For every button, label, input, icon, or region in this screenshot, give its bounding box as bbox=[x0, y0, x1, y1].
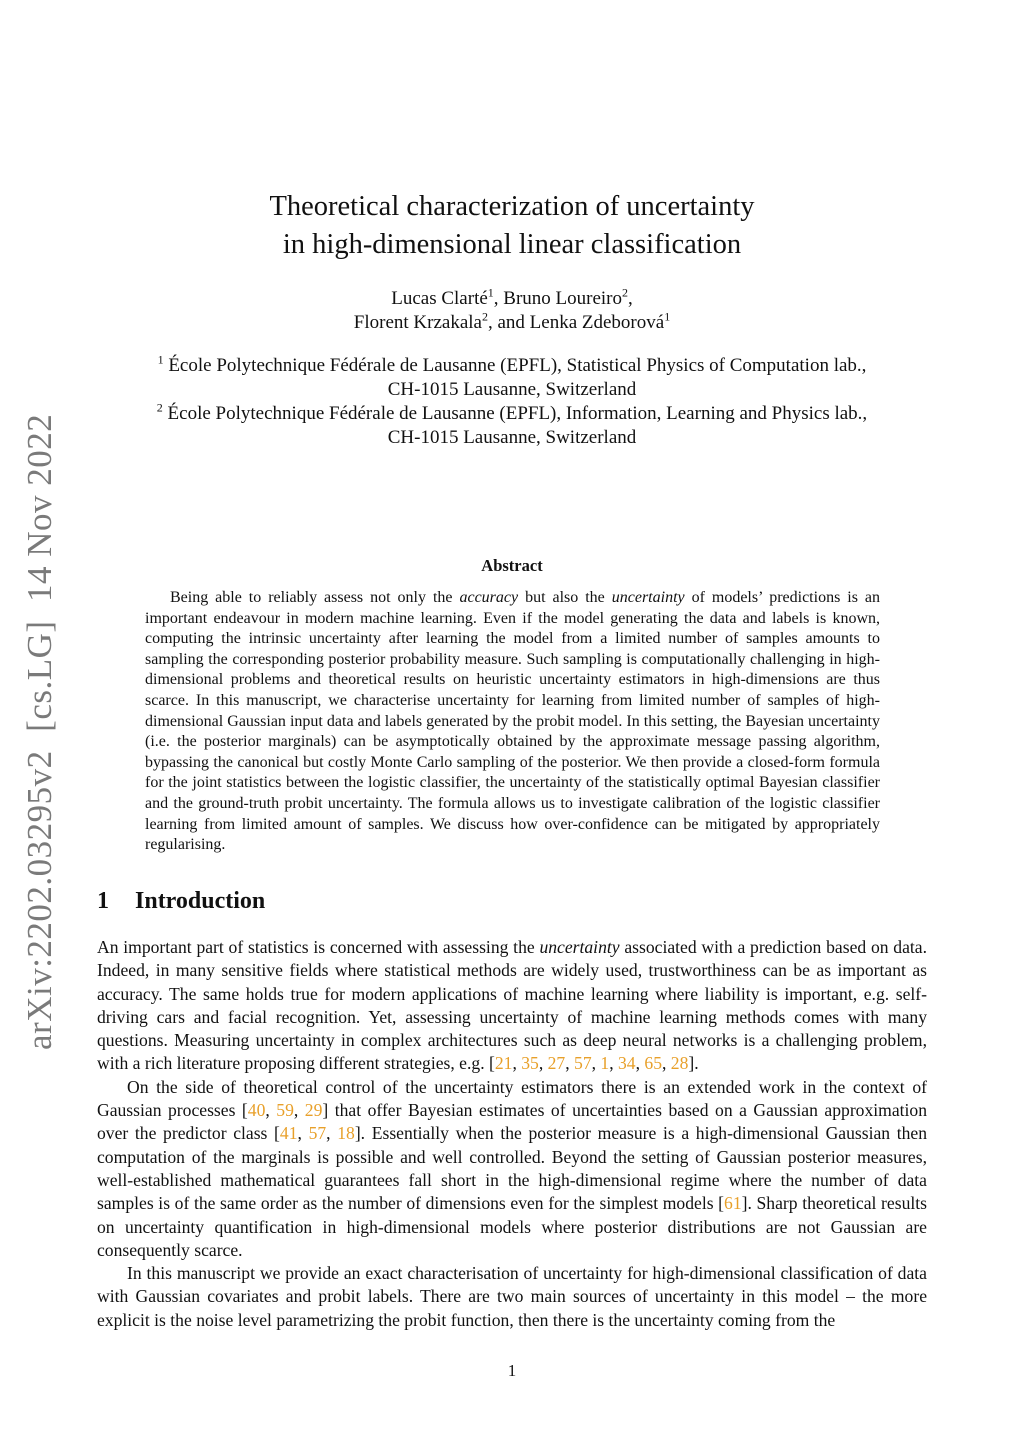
text-run: Being able to reliably assess not only the bbox=[170, 589, 460, 606]
text-run: , bbox=[635, 1053, 645, 1074]
paragraph bbox=[97, 1262, 927, 1332]
affiliation-mark: 2 bbox=[622, 285, 629, 300]
citation-link[interactable]: 34 bbox=[618, 1053, 636, 1074]
section-title: Introduction bbox=[135, 888, 266, 914]
author-name: Lucas Clarté bbox=[391, 288, 488, 309]
citation-link[interactable]: 21 bbox=[494, 1053, 513, 1074]
emphasis: uncertainty bbox=[611, 589, 685, 606]
title-line: Theoretical characterization of uncertainty bbox=[269, 191, 755, 222]
citation-link[interactable]: 57 bbox=[308, 1123, 327, 1144]
text-run: , bbox=[265, 1100, 277, 1121]
affiliation-mark: 1 bbox=[487, 285, 494, 300]
text-run: , bbox=[326, 1123, 338, 1144]
section-heading bbox=[97, 888, 265, 915]
affiliation-mark: 2 bbox=[156, 400, 163, 415]
arxiv-stamp: arXiv:2202.03295v2 [cs.LG] 14 Nov 2022 bbox=[20, 413, 59, 1050]
affiliation-mark: 1 bbox=[157, 352, 164, 367]
author-name: Bruno Loureiro bbox=[503, 288, 623, 309]
text-run: An important part of statistics is concerned with assessing the bbox=[97, 937, 540, 957]
text-run: , bbox=[297, 1123, 309, 1144]
citation-link[interactable]: 40 bbox=[247, 1100, 266, 1121]
affiliation-mark: 2 bbox=[481, 309, 488, 324]
title-line: in high-dimensional linear classification bbox=[282, 229, 742, 260]
text-run: , bbox=[538, 1053, 548, 1074]
citation-link[interactable]: 35 bbox=[521, 1053, 539, 1074]
affiliation-text: CH-1015 Lausanne, Switzerland bbox=[387, 427, 637, 448]
text-run: ] that offer Bayesian estimates of uncertainties based on a Gaussian approximation over the predictor class [ bbox=[97, 1100, 928, 1144]
affiliations bbox=[0, 354, 1024, 450]
text-run: , bbox=[512, 1053, 522, 1074]
author-name: Lenka Zdeborová bbox=[529, 312, 665, 333]
affiliation-text: École Polytechnique Fédérale de Lausanne (EPFL), Statistical Physics of Computation lab., bbox=[168, 355, 867, 376]
section-number: 1 bbox=[97, 888, 109, 914]
citation-link[interactable]: 1 bbox=[600, 1053, 610, 1074]
citation-link[interactable]: 57 bbox=[574, 1053, 592, 1074]
affiliation-text: CH-1015 Lausanne, Switzerland bbox=[387, 379, 637, 400]
citation-link[interactable]: 29 bbox=[304, 1100, 323, 1121]
abstract-heading: Abstract bbox=[481, 556, 543, 575]
text-run: but also the bbox=[518, 589, 612, 606]
text-run: In this manuscript we provide an exact characterisation of uncertainty for high-dimensional classification of data with Gaussian covariates and probit labels. There are two main sources of uncertainty in this model – the more explicit is the noise level parametrizing the probit function, then there is the uncertainty coming from the bbox=[97, 1263, 927, 1330]
body-text bbox=[97, 936, 927, 1332]
abstract-text bbox=[145, 588, 880, 856]
citation-link[interactable]: 65 bbox=[644, 1053, 662, 1074]
affiliation-mark: 1 bbox=[664, 309, 671, 324]
citation-link[interactable]: 18 bbox=[337, 1123, 355, 1144]
text-run: , bbox=[591, 1053, 601, 1074]
paragraph bbox=[97, 1076, 927, 1262]
conjunction: and bbox=[497, 312, 525, 333]
text-run: , bbox=[661, 1053, 671, 1074]
text-run: , bbox=[293, 1100, 305, 1121]
citation-link[interactable]: 61 bbox=[724, 1193, 742, 1214]
paper-title bbox=[0, 188, 1024, 264]
text-run: ]. Essentially when the posterior measure is a high-dimensional Gaussian then computation of the marginals is possible and well controlled. Beyond the setting of Gaussian posterior measures, well-established mathematical guarantees fall short in the high-dimensional regime where the number of data samples is of the same order as the number of dimensions even for the simplest models [ bbox=[97, 1123, 928, 1214]
text-run: , bbox=[609, 1053, 618, 1074]
author-list: Lucas Clarté$^1$, Bruno Loureiro$^2$, Florent Krzakala$^2$, and Lenka Zdeborová$^1$ bbox=[353, 285, 671, 333]
page-number: 1 bbox=[507, 1361, 517, 1380]
text-run: , bbox=[565, 1053, 575, 1074]
citation-link[interactable]: 27 bbox=[547, 1053, 566, 1074]
emphasis: accuracy bbox=[459, 589, 519, 606]
citation-link[interactable]: 41 bbox=[279, 1123, 298, 1144]
affiliation-text: École Polytechnique Fédérale de Lausanne (EPFL), Information, Learning and Physics lab., bbox=[167, 403, 868, 424]
text-run: of models’ predictions is an important endeavour in modern machine learning. Even if the model generating the data and labels is known, computing the intrinsic uncertainty after learning the model from a limited number of samples amounts to sampling the corresponding posterior probability measure. Such sampling is computationally challenging in high-dimensional problems and theoretical results on heuristic uncertainty estimators in high-dimensions are thus scarce. In this manuscript, we characterise uncertainty for learning from limited number of samples of high-dimensional Gaussian input data and labels generated by the probit model. In this setting, the Bayesian uncertainty (i.e. the posterior marginals) can be asymptotically obtained by the approximate message passing algorithm, bypassing the canonical but costly Monte Carlo sampling of the posterior. We then provide a closed-form formula for the joint statistics between the logistic classifier, the uncertainty of the statistically optimal Bayesian classifier and the ground-truth probit uncertainty. The formula allows us to investigate calibration of the logistic classifier learning from limited amount of samples. We discuss how over-confidence can be mitigated by appropriately regularising. bbox=[145, 589, 881, 854]
text-run: ]. Sharp theoretical results on uncertainty quantification in high-dimensional models where posterior distributions are not Gaussian are consequently scarce. bbox=[97, 1193, 927, 1260]
text-run: On the side of theoretical control of the uncertainty estimators there is an extended work in the context of Gaussian processes [ bbox=[97, 1076, 927, 1121]
text-run: ]. bbox=[688, 1053, 699, 1074]
citation-link[interactable]: 59 bbox=[276, 1100, 294, 1121]
author-name: Florent Krzakala bbox=[353, 312, 482, 333]
emphasis: uncertainty bbox=[539, 937, 620, 957]
paragraph bbox=[97, 936, 927, 1076]
text-run: associated with a prediction based on data. Indeed, in many sensitive fields where statistical methods are widely used, trustworthiness can be as important as accuracy. The same holds true for modern applications of machine learning where liability is important, e.g. self-driving cars and facial recognition. Yet, assessing uncertainty of machine learning methods comes with many questions. Measuring uncertainty in complex architectures such as deep neural networks is a challenging problem, with a rich literature proposing different strategies, e.g. [ bbox=[97, 937, 927, 1074]
citation-link[interactable]: 28 bbox=[670, 1053, 689, 1074]
